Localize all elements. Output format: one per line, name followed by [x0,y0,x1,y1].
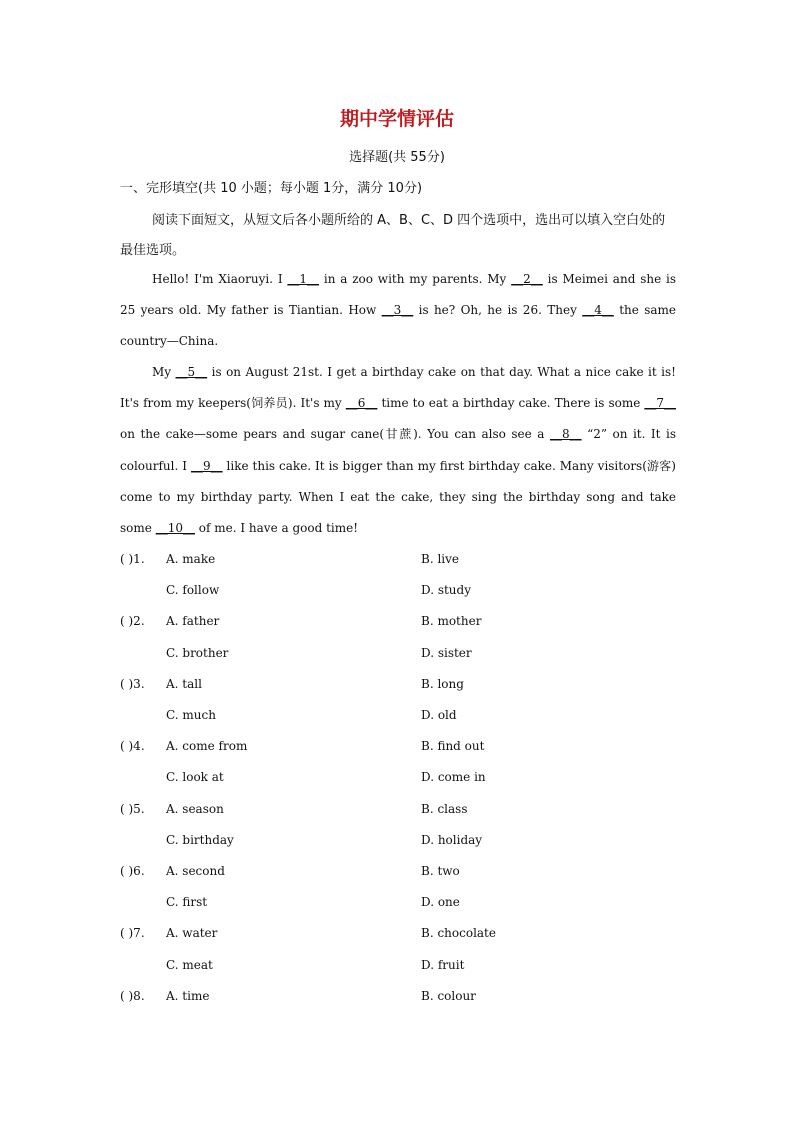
question-3-number[interactable]: ( )3. [120,677,145,691]
question-8-option-a[interactable]: A. time [166,989,210,1003]
question-6-option-b[interactable]: B. two [421,864,460,878]
question-3-option-a[interactable]: A. tall [166,677,202,691]
question-4-option-d[interactable]: D. come in [421,770,486,784]
question-5-number[interactable]: ( )5. [120,802,145,816]
passage-paragraph-2 [120,357,676,544]
question-3-option-b[interactable]: B. long [421,677,464,691]
section-heading: 一、完形填空(共 10 小题；每小题 1分，满分 10分) [120,181,423,196]
question-1-option-b[interactable]: B. live [421,552,460,566]
blank-7: __7__ [644,396,676,411]
blank-4: __4__ [582,303,614,318]
question-6-number[interactable]: ( )6. [120,864,145,878]
blank-6: __6__ [345,396,378,411]
page-title: 期中学情评估 [339,108,454,130]
passage-paragraph-1 [120,264,676,358]
passage-text: is he? Oh, he is 26. They [413,303,583,318]
question-4-option-c[interactable]: C. look at [166,770,224,784]
blank-3: __3__ [381,303,414,318]
blank-9: __9__ [190,458,223,473]
question-4-option-b[interactable]: B. find out [421,739,485,753]
question-4-number[interactable]: ( )4. [120,739,145,753]
passage-text: time to eat a birthday cake. There is some [377,396,645,411]
question-5-option-c[interactable]: C. birthday [166,833,234,847]
question-6-option-a[interactable]: A. second [166,864,225,878]
question-1-option-d[interactable]: D. study [421,583,471,597]
question-5-option-d[interactable]: D. holiday [421,833,483,847]
blank-1: __1__ [287,272,320,286]
question-3-option-d[interactable]: D. old [421,708,457,722]
blank-8: __8__ [549,427,582,442]
page-subtitle: 选择题(共 55分) [349,150,445,165]
question-7-number[interactable]: ( )7. [120,926,145,940]
question-7-option-c[interactable]: C. meat [166,958,213,972]
question-8-option-b[interactable]: B. colour [421,989,476,1003]
passage-text: My [152,365,176,379]
passage-text: the same country—China. [120,303,676,349]
passage-text: like this cake. It is bigger than my first birthday cake. Many visitors(游客) come to my birthday party. When I eat the cake, they sing the birthday song and take some [120,458,676,536]
question-7-option-d[interactable]: D. fruit [421,958,465,972]
blank-5: __5__ [175,365,208,379]
blank-10: __10__ [155,521,195,536]
instructions: 阅读下面短文，从短文后各小题所给的 A、B、C、D 四个选项中，选出可以填入空白处的最佳选项。 [120,213,666,258]
blank-2: __2__ [511,272,543,286]
question-1-number[interactable]: ( )1. [120,552,145,566]
question-2-number[interactable]: ( )2. [120,614,145,628]
question-1-option-a[interactable]: A. make [166,552,216,566]
question-6-option-d[interactable]: D. one [421,895,460,909]
passage-text: Hello! I'm Xiaoruyi. I [152,272,288,286]
question-2-option-c[interactable]: C. brother [166,646,229,660]
passage-text: “2” on it. It is colourful. I [120,427,676,473]
question-6-option-c[interactable]: C. first [166,895,208,909]
question-2-option-d[interactable]: D. sister [421,646,472,660]
question-1-option-c[interactable]: C. follow [166,583,220,597]
question-7-option-a[interactable]: A. water [166,926,218,940]
passage-text: is on August 21st. I get a birthday cake on that day. What a nice cake it is! It's from my keepers(饲养员). It's my [120,365,676,411]
question-7-option-b[interactable]: B. chocolate [421,926,496,940]
question-3-option-c[interactable]: C. much [166,708,216,722]
question-8-number[interactable]: ( )8. [120,989,145,1003]
question-2-option-b[interactable]: B. mother [421,614,482,628]
question-5-option-b[interactable]: B. class [421,802,468,816]
question-4-option-a[interactable]: A. come from [166,739,248,753]
passage-text: in a zoo with my parents. My [319,272,512,286]
passage-text: is Meimei and she is 25 years old. My father is Tiantian. How [120,272,676,318]
passage-text: of me. I have a good time! [194,521,359,536]
question-5-option-a[interactable]: A. season [166,802,224,816]
passage-text: on the cake—some pears and sugar cane(甘蔗). You can also see a [120,427,550,442]
question-2-option-a[interactable]: A. father [166,614,220,628]
